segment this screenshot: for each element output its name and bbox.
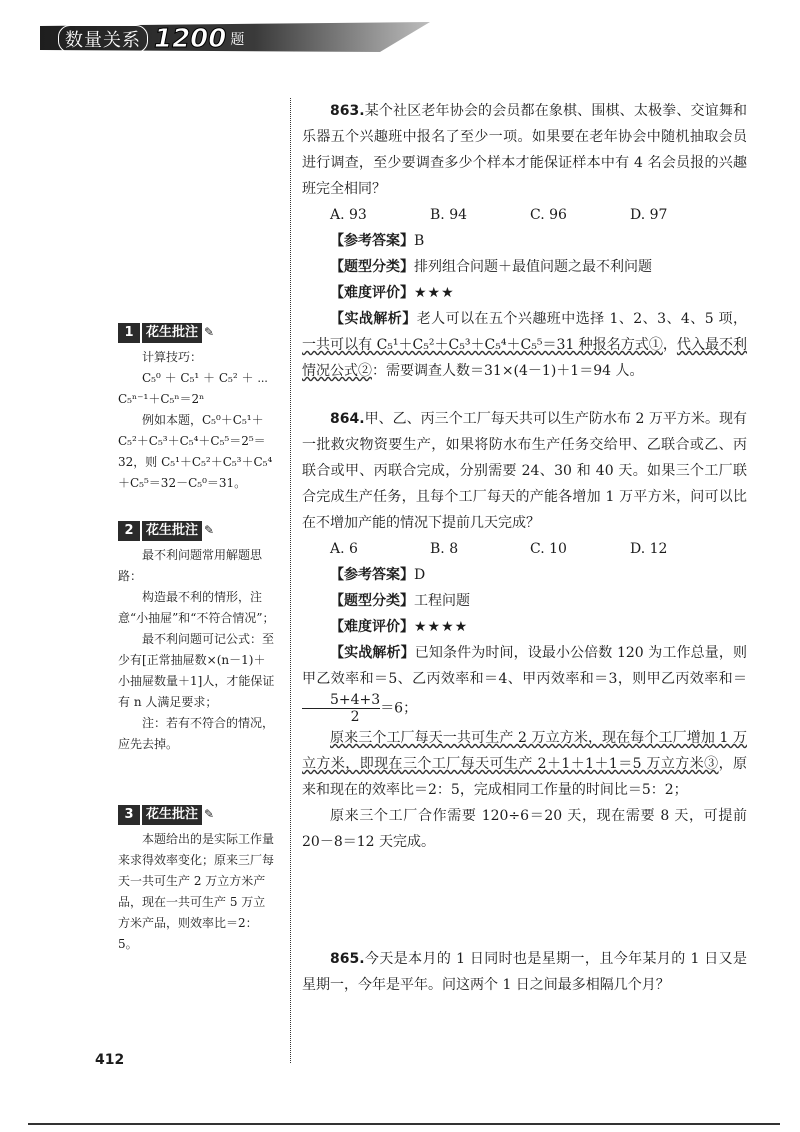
- header-number: 1200: [154, 24, 227, 54]
- note-number: 1: [118, 323, 140, 343]
- question-864: [302, 406, 747, 855]
- option-a: A. 93: [330, 207, 367, 223]
- pen-icon: ✎: [204, 325, 215, 339]
- header-banner: [40, 20, 440, 56]
- options: [302, 536, 747, 562]
- question-body: 甲、乙、丙三个工厂每天共可以生产防水布 2 万平方米。现有一批救灾物资要生产，如果将防水布生产任务交给甲、乙联合或乙、丙联合或甲、丙联合完成，分别需要 24、30 和 40 天。如果三个工厂联合完成生产任务，且每个工厂每天的产能各增加 1 万平方米，问可以比在不增加产能的情况下提前几天完成？: [302, 411, 747, 531]
- side-note-2: 2 花生批注 ✎ 最不利问题常用解题思路： 构造最不利的情形，注意“小抽屉”和“不符合情况”； 最不利问题可记公式：至少有[正常抽屉数×(n－1)＋小抽屉数量＋1]人，才能保证有 n 人满足要求； 注：若有不符合的情况，应先去掉。: [118, 520, 276, 755]
- question-865: [302, 946, 747, 998]
- analysis: 【实战解析】已知条件为时间，设最小公倍数 120 为工作总量，则甲乙效率和＝5、乙丙效率和＝4、甲丙效率和＝3，则甲乙丙效率和＝ $\frac{5+4+3}{2}$ ＝6；: [302, 645, 748, 725]
- option-a: A. 6: [330, 541, 358, 557]
- answer-value: B: [414, 233, 425, 249]
- type-line: 【题型分类】工程问题: [330, 593, 470, 609]
- underlined-text: 原来三个工厂每天一共可生产 2 万立方米，现在每个工厂增加 1 万立方米，即现在三个工厂每天可生产 2＋1＋1＋1＝5 万立方米③: [302, 730, 747, 772]
- analysis-3: 原来三个工厂合作需要 120÷6＝20 天，现在需要 8 天，可提前 20－8＝12 天完成。: [302, 808, 747, 850]
- bottom-rule: [28, 1123, 780, 1125]
- analysis-2: 原来三个工厂每天一共可生产 2 万立方米，现在每个工厂增加 1 万立方米，即现在三个工厂每天可生产 2＋1＋1＋1＝5 万立方米③，原来和现在的效率比＝2：5，完成相同工作量的时间比＝5：2；: [302, 730, 748, 798]
- option-c: C. 10: [530, 541, 567, 557]
- note-number: 2: [118, 521, 140, 541]
- side-note-1: 1 花生批注 ✎ 计算技巧： C₅⁰ ＋ C₅¹ ＋ C₅² ＋ ⋯ C₅ⁿ⁻¹＋C₅ⁿ＝2ⁿ 例如本题，C₅⁰＋C₅¹＋C₅²＋C₅³＋C₅⁴＋C₅⁵＝2⁵＝32，则 C₅¹＋C₅²＋C₅³＋C₅⁴＋C₅⁵＝32－C₅⁰＝31。: [118, 322, 276, 494]
- underlined-text: 一共可以有 C₅¹＋C₅²＋C₅³＋C₅⁴＋C₅⁵＝31 种报名方式①: [302, 337, 663, 353]
- type-value: 排列组合问题＋最值问题之最不利问题: [414, 259, 652, 275]
- column-divider: [290, 98, 291, 1063]
- answer-line: 【参考答案】B: [330, 233, 425, 249]
- question-text: [302, 98, 747, 202]
- note-title: 花生批注: [142, 323, 202, 343]
- fraction: $\frac{5+4+3}{2}$: [302, 692, 380, 725]
- answer-line: 【参考答案】D: [330, 567, 426, 583]
- question-text: [302, 406, 747, 536]
- side-note-3: 3 花生批注 ✎ 本题给出的是实际工作量来求得效率变化；原来三厂每天一共可生产 2 万立方米产品，现在一共可生产 5 万立方米产品，则效率比＝2：5。: [118, 804, 276, 955]
- question-number: 864.: [330, 411, 365, 427]
- option-b: B. 94: [430, 207, 468, 223]
- note-title: 花生批注: [142, 805, 202, 825]
- difficulty-line: 【难度评价】★★★: [330, 285, 455, 301]
- pen-icon: ✎: [204, 807, 215, 821]
- note-title: 花生批注: [142, 521, 202, 541]
- option-d: D. 12: [630, 541, 668, 557]
- note-number: 3: [118, 805, 140, 825]
- analysis: 【实战解析】老人可以在五个兴趣班中选择 1、2、3、4、5 项，一共可以有 C₅¹＋C₅²＋C₅³＋C₅⁴＋C₅⁵＝31 种报名方式①，代入最不利情况公式②：需要调查人数＝31×(4－1)＋1＝94 人。: [302, 311, 748, 379]
- underlined-text: 代入最不利情况公式②: [302, 337, 748, 379]
- option-d: D. 97: [630, 207, 668, 223]
- question-body: 今天是本月的 1 日同时也是星期一，且今年某月的 1 日又是星期一，今年是平年。问这两个 1 日之间最多相隔几个月？: [302, 951, 747, 993]
- question-number: 865.: [330, 951, 365, 967]
- difficulty-stars: ★★★: [414, 285, 455, 301]
- question-body: 某个社区老年协会的会员都在象棋、围棋、太极拳、交谊舞和乐器五个兴趣班中报名了至少一项。如果要在老年协会中随机抽取会员进行调查，至少要调查多少个样本才能保证样本中有 4 名会员报的兴趣班完全相同？: [302, 103, 747, 197]
- page-number: 412: [95, 1052, 125, 1068]
- type-value: 工程问题: [414, 593, 470, 609]
- option-b: B. 8: [430, 541, 459, 557]
- type-line: 【题型分类】排列组合问题＋最值问题之最不利问题: [330, 259, 652, 275]
- difficulty-stars: ★★★★: [414, 619, 469, 635]
- question-text: [302, 946, 747, 998]
- difficulty-line: 【难度评价】★★★★: [330, 619, 469, 635]
- pen-icon: ✎: [204, 523, 215, 537]
- question-863: [302, 98, 747, 384]
- question-number: 863.: [330, 103, 365, 119]
- header-title: 数量关系: [58, 25, 148, 53]
- header-suffix: 题: [230, 32, 245, 48]
- answer-value: D: [414, 567, 426, 583]
- option-c: C. 96: [530, 207, 567, 223]
- options: [302, 202, 747, 228]
